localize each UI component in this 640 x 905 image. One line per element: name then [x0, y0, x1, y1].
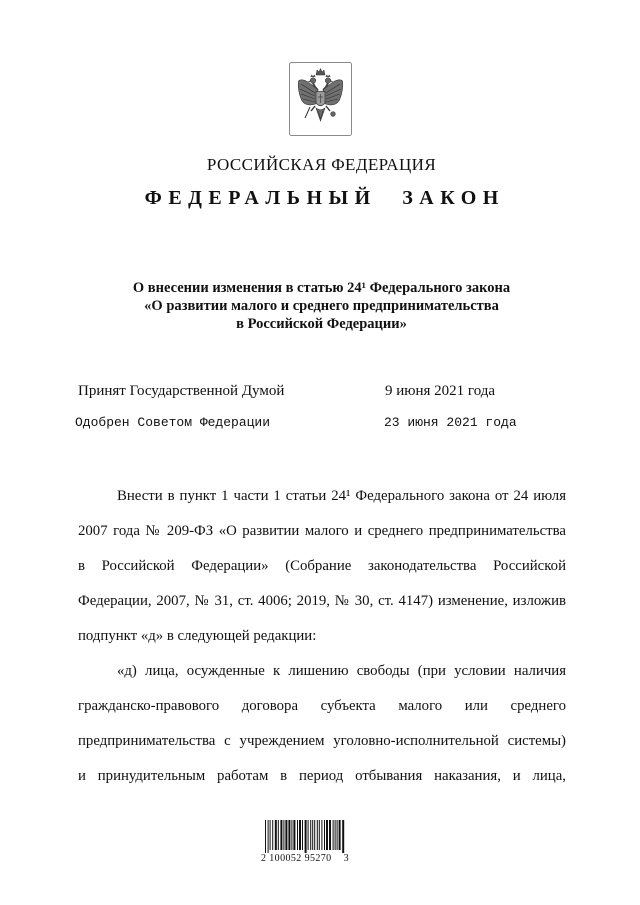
body-line: Внести в пункт 1 части 1 статьи 24¹ Федерального закона от 24 июля [117, 488, 566, 504]
duma-adoption-date: 9 июня 2021 года [385, 383, 496, 399]
barcode-bar [310, 820, 311, 850]
barcode-bar [270, 820, 271, 850]
barcode-bar [317, 820, 318, 850]
document-type: ФЕДЕРАЛЬНЫЙ ЗАКОН [144, 187, 505, 209]
law-title [78, 279, 565, 333]
country-name: РОССИЙСКАЯ ФЕДЕРАЦИЯ [206, 155, 437, 174]
body-line: Федерации, 2007, № 31, ст. 4006; 2019, № 30, ст. 4147) изменение, изложив [78, 593, 566, 609]
barcode-bar [283, 820, 284, 850]
body-line: предпринимательства с учреждением уголовно-исполнительной системы) [78, 733, 566, 749]
duma-adoption-label: Принят Государственной Думой [78, 383, 285, 399]
law-title-line: в Российской Федерации» [236, 316, 407, 332]
body-line: «д) лица, осужденные к лишению свободы (при условии наличия [117, 663, 566, 679]
barcode-bar [335, 820, 336, 850]
council-approval-date: 23 июня 2021 года [384, 415, 517, 430]
barcode-bar [272, 820, 273, 850]
barcode-check-digit: 3 [343, 853, 349, 864]
barcode-bar [333, 820, 334, 850]
barcode-bar [319, 820, 320, 850]
law-title-line: «О развитии малого и среднего предпринимательства [144, 298, 499, 314]
barcode-icon [265, 820, 345, 853]
barcode-digits: 2 100052 95270 [260, 853, 332, 864]
barcode-bar [326, 820, 328, 850]
barcode-bar [308, 820, 309, 850]
barcode-bar [293, 820, 295, 850]
barcode-bar [329, 820, 331, 850]
law-body [78, 479, 566, 794]
council-approval-label: Одобрен Советом Федерации [75, 415, 271, 430]
barcode-bar [268, 820, 269, 853]
body-line: в Российской Федерации» (Собрание законодательства Российской [78, 558, 566, 574]
barcode-bar [275, 820, 277, 850]
barcode-bar [280, 820, 282, 850]
barcode-bar [337, 820, 338, 850]
barcode-number [255, 853, 355, 865]
coat-of-arms-icon [289, 62, 352, 136]
body-line: гражданско-правового договора субъекта малого или среднего [78, 698, 566, 714]
barcode-bar [297, 820, 298, 850]
barcode-bar [324, 820, 325, 850]
barcode-bar [339, 820, 341, 850]
barcode-bar [288, 820, 290, 850]
barcode-bar [305, 820, 307, 853]
barcode-bar [342, 820, 344, 853]
law-title-line: О внесении изменения в статью 24¹ Федерального закона [132, 280, 511, 296]
barcode-bar [302, 820, 303, 850]
barcode-bar [285, 820, 287, 850]
body-line: и принудительным работам в период отбывания наказания, и лица, [78, 768, 566, 784]
barcode-bar [321, 820, 322, 850]
barcode-bar [312, 820, 313, 850]
body-line: подпункт «д» в следующей редакции: [78, 628, 317, 644]
barcode-bar [265, 820, 266, 853]
barcode-bar [299, 820, 301, 850]
barcode-bar [314, 820, 315, 850]
barcode-bar [291, 820, 292, 850]
body-line: 2007 года № 209-ФЗ «О развитии малого и среднего предпринимательства [78, 523, 566, 539]
barcode-bar [278, 820, 279, 850]
